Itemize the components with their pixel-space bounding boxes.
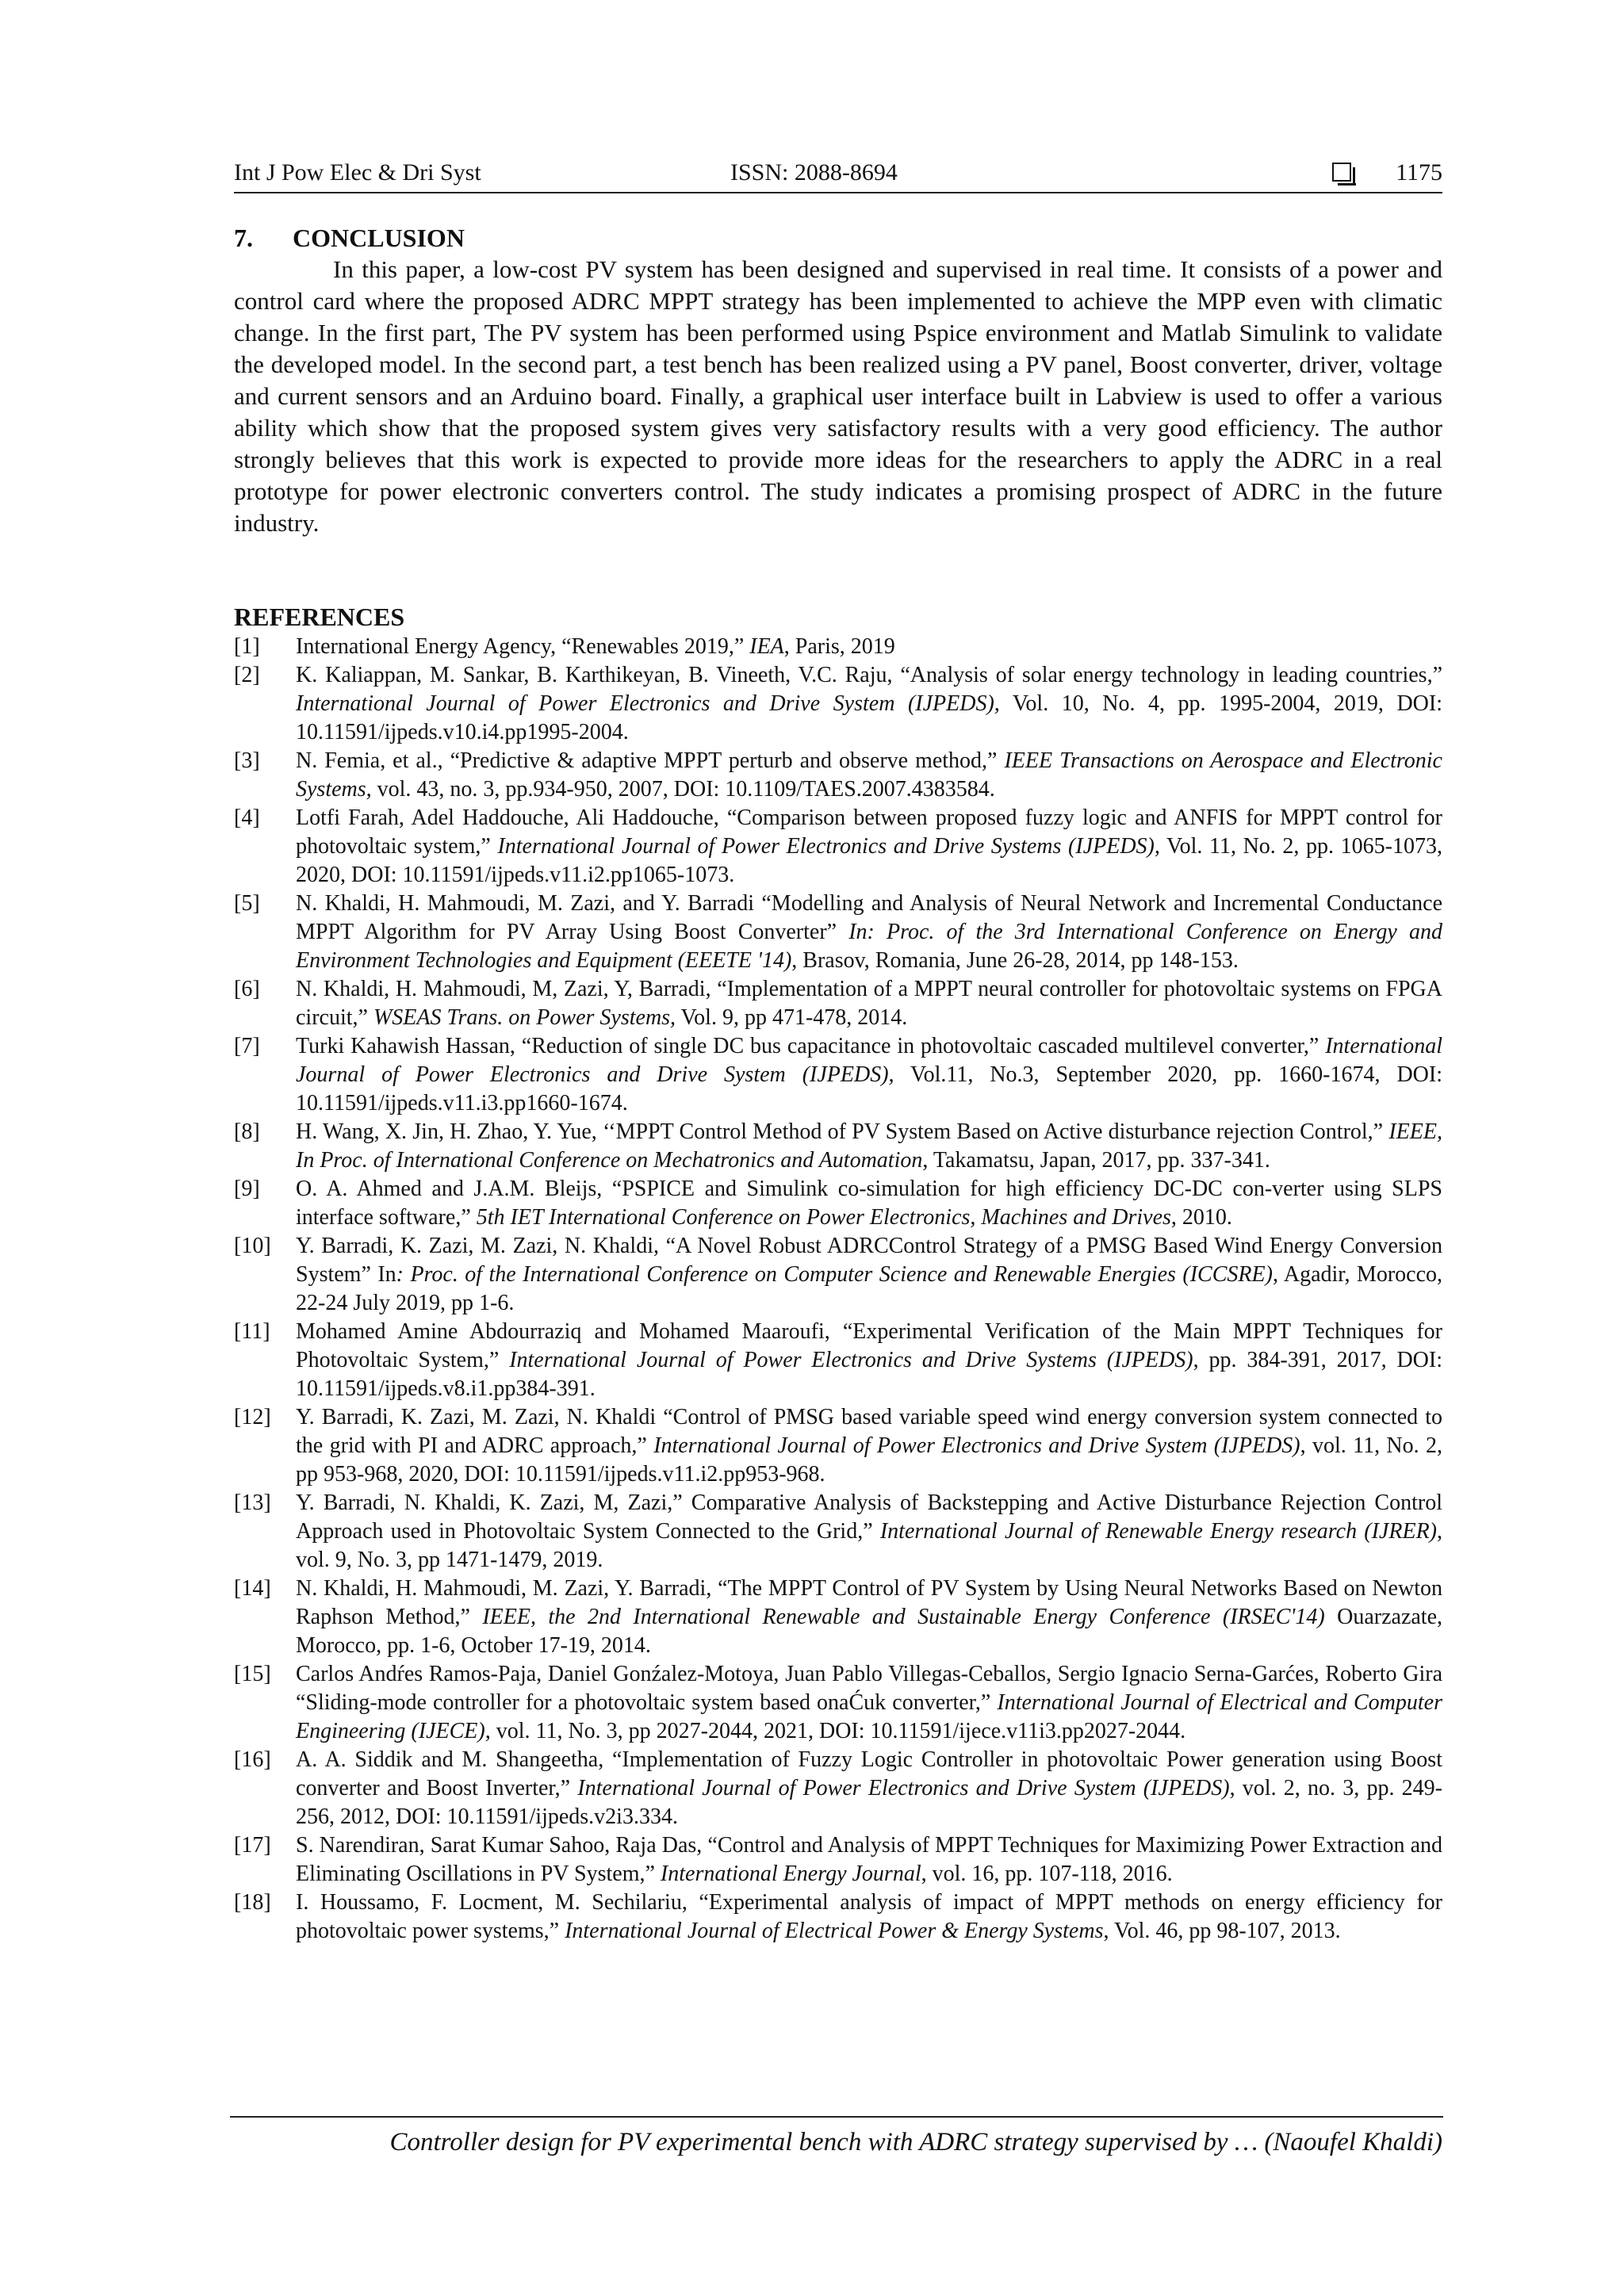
reference-text: Vol.11, No.3, September 2020, pp. 1660-1674, DOI: 10.11591/ijpeds.v11.i3.pp1660-1674.	[296, 1062, 1442, 1115]
reference-item	[234, 747, 1442, 804]
reference-text: Y. Barradi, K. Zazi, M. Zazi, N. Khaldi, “A Novel Robust ADRCControl Strategy of a PMSG Based Wind Energy Conversion System” In	[296, 1234, 1442, 1287]
reference-text: , Brasov, Romania, June 26-28, 2014, pp 148-153.	[791, 948, 1239, 973]
reference-text: O. A. Ahmed and J.A.M. Bleijs, “PSPICE and Simulink co-simulation for high efficiency DC-DC con-verter using SLPS interface software,”	[296, 1177, 1442, 1230]
reference-source: International Journal of Power Electronics and Drive System (IJPEDS)	[577, 1776, 1230, 1800]
reference-item	[234, 1403, 1442, 1489]
reference-text: , vol. 2, no. 3, pp. 249-256, 2012, DOI: 10.11591/ijpeds.v2i3.334.	[296, 1776, 1443, 1829]
issn-label: ISSN: 2088-8694	[730, 159, 898, 186]
reference-source: International Journal of Power Electronics and Drive System (IJPEDS),	[296, 1034, 1442, 1087]
reference-item	[234, 1032, 1442, 1118]
reference-text: Mohamed Amine Abdourraziq and Mohamed Maaroufi, “Experimental Verification of the Main MPPT Techniques for Photovoltaic System,”	[296, 1319, 1442, 1372]
reference-source: International Energy Journal	[660, 1862, 921, 1886]
reference-source: International Journal of Electrical and Computer Engineering (IJECE),	[296, 1690, 1442, 1743]
conclusion-section	[234, 222, 1442, 539]
reference-number: [18]	[234, 1890, 271, 1915]
reference-number: [4]	[234, 806, 260, 830]
reference-item	[234, 661, 1442, 747]
reference-item	[234, 1831, 1442, 1888]
reference-text: , 2010.	[1170, 1205, 1232, 1230]
reference-item	[234, 975, 1442, 1032]
conclusion-heading	[234, 222, 1442, 254]
reference-text: K. Kaliappan, M. Sankar, B. Karthikeyan, B. Vineeth, V.C. Raju, “Analysis of solar energy technology in leading countries,”	[296, 663, 1442, 687]
reference-source: International Journal of Power Electronics and Drive System (IJPEDS)	[653, 1433, 1300, 1458]
reference-source: IEEE Transactions on Aerospace and Electronic Systems,	[296, 748, 1442, 802]
reference-source: International Journal of Power Electronics and Drive Systems (IJPEDS),	[497, 834, 1160, 859]
reference-number: [1]	[234, 634, 260, 659]
reference-number: [11]	[234, 1319, 270, 1344]
page-number: 1175	[1396, 159, 1442, 186]
reference-number: [8]	[234, 1119, 260, 1144]
reference-source: WSEAS Trans. on Power Systems,	[373, 1005, 676, 1030]
reference-item	[234, 804, 1442, 890]
reference-item	[234, 890, 1442, 975]
reference-list	[234, 633, 1442, 1946]
reference-item	[234, 1575, 1442, 1660]
reference-number: [3]	[234, 748, 260, 773]
reference-number: [5]	[234, 891, 260, 916]
reference-item	[234, 1175, 1442, 1232]
references-heading: REFERENCES	[234, 603, 405, 631]
reference-item	[234, 1118, 1442, 1175]
reference-number: [17]	[234, 1833, 271, 1858]
reference-number: [16]	[234, 1747, 271, 1772]
reference-text: N. Khaldi, H. Mahmoudi, M, Zazi, Y, Barradi, “Implementation of a MPPT neural controller for photovoltaic systems on FPGA circuit,”	[296, 977, 1442, 1030]
section-title: CONCLUSION	[293, 224, 465, 252]
reference-source: IEEE, the 2nd International Renewable and Sustainable Energy Conference (IRSEC'14)	[482, 1605, 1325, 1629]
reference-text: , pp. 384-391, 2017, DOI: 10.11591/ijpeds.v8.i1.pp384-391.	[296, 1348, 1443, 1401]
reference-text: S. Narendiran, Sarat Kumar Sahoo, Raja Das, “Control and Analysis of MPPT Techniques for Maximizing Power Extraction and Eliminating Oscillations in PV System,”	[296, 1833, 1442, 1886]
reference-source: IEEE, In Proc. of International Conference on Mechatronics and Automation	[296, 1119, 1442, 1173]
reference-text: N. Femia, et al., “Predictive & adaptive MPPT perturb and observe method,”	[296, 748, 1005, 773]
reference-number: [15]	[234, 1662, 271, 1686]
reference-text: Carlos Andŕes Ramos-Paja, Daniel Gonźalez-Motoya, Juan Pablo Villegas-Ceballos, Sergio Ignacio Serna-Garćes, Roberto Gira “Sliding-mode controller for a photovoltaic system based onaĆuk converter,”	[296, 1662, 1442, 1715]
reference-number: [6]	[234, 977, 260, 1001]
reference-text: vol. 11, No. 3, pp 2027-2044, 2021, DOI: 10.11591/ijece.v11i3.pp2027-2044.	[490, 1719, 1186, 1743]
reference-text: , vol. 9, No. 3, pp 1471-1479, 2019.	[296, 1519, 1442, 1572]
reference-number: [10]	[234, 1234, 271, 1258]
reference-source: International Journal of Renewable Energy research (IJRER)	[879, 1519, 1437, 1544]
header-rule	[234, 192, 1442, 193]
reference-source: In: Proc. of the 3rd International Conference on Energy and Environment Technologies and Equipment (EEETE '14)	[296, 920, 1442, 973]
reference-number: [13]	[234, 1490, 271, 1515]
reference-number: [2]	[234, 663, 260, 687]
reference-text: Vol. 9, pp 471-478, 2014.	[676, 1005, 908, 1030]
reference-text: , Vol. 46, pp 98-107, 2013.	[1103, 1919, 1341, 1943]
reference-source: 5th IET International Conference on Power Electronics, Machines and Drives	[476, 1205, 1171, 1230]
reference-text: Vol. 10, No. 4, pp. 1995-2004, 2019, DOI: 10.11591/ijpeds.v10.i4.pp1995-2004.	[296, 691, 1442, 744]
references-section	[234, 601, 1442, 1946]
reference-number: [9]	[234, 1177, 260, 1201]
reference-item	[234, 633, 1442, 661]
reference-number: [7]	[234, 1034, 260, 1058]
reference-number: [12]	[234, 1405, 271, 1429]
reference-text: International Energy Agency, “Renewables 2019,”	[296, 634, 750, 659]
reference-text: , Takamatsu, Japan, 2017, pp. 337-341.	[922, 1148, 1270, 1173]
reference-text: , Paris, 2019	[783, 634, 895, 659]
page-header	[234, 153, 1442, 193]
reference-text: Y. Barradi, N. Khaldi, K. Zazi, M, Zazi,” Comparative Analysis of Backstepping and Active Disturbance Rejection Control Approach used in Photovoltaic System Connected to the Grid,”	[296, 1490, 1442, 1544]
reference-text: , vol. 11, No. 2, pp 953-968, 2020, DOI: 10.11591/ijpeds.v11.i2.pp953-968.	[296, 1433, 1443, 1487]
journal-name: Int J Pow Elec & Dri Syst	[234, 159, 481, 186]
page-footer: Controller design for PV experimental bench with ADRC strategy supervised by … (Naoufel Khaldi)	[389, 2128, 1442, 2156]
reference-text: Turki Kahawish Hassan, “Reduction of single DC bus capacitance in photovoltaic cascaded multilevel converter,”	[296, 1034, 1326, 1058]
reference-item	[234, 1232, 1442, 1318]
reference-item	[234, 1660, 1442, 1746]
reference-source: International Journal of Electrical Power & Energy Systems	[565, 1919, 1104, 1943]
reference-item	[234, 1318, 1442, 1403]
reference-item	[234, 1746, 1442, 1831]
reference-text: , vol. 16, pp. 107-118, 2016.	[921, 1862, 1173, 1886]
reference-text: Lotfi Farah, Adel Haddouche, Ali Haddouche, “Comparison between proposed fuzzy logic and ANFIS for MPPT control for photovoltaic system,”	[296, 806, 1442, 859]
reference-text: I. Houssamo, F. Locment, M. Sechilariu, “Experimental analysis of impact of MPPT methods on energy efficiency for photovoltaic power systems,”	[296, 1890, 1442, 1943]
section-number: 7.	[234, 224, 253, 252]
reference-text: N. Khaldi, H. Mahmoudi, M. Zazi, and Y. Barradi “Modelling and Analysis of Neural Network and Incremental Conductance MPPT Algorithm for PV Array Using Boost Converter”	[296, 891, 1442, 944]
reference-text: A. A. Siddik and M. Shangeetha, “Implementation of Fuzzy Logic Controller in photovoltaic Power generation using Boost converter and Boost Inverter,”	[296, 1747, 1442, 1800]
reference-item	[234, 1489, 1442, 1575]
reference-source: International Journal of Power Electronics and Drive Systems (IJPEDS)	[509, 1348, 1193, 1372]
reference-text: Ouarzazate, Morocco, pp. 1-6, October 17-19, 2014.	[296, 1605, 1443, 1658]
reference-source: : Proc. of the International Conference on Computer Science and Renewable Energies (ICCSRE)	[396, 1262, 1273, 1287]
reference-number: [14]	[234, 1576, 271, 1601]
reference-source: International Journal of Power Electronics and Drive System (IJPEDS),	[296, 691, 1000, 716]
reference-item	[234, 1888, 1442, 1946]
conclusion-paragraph: In this paper, a low-cost PV system has been designed and supervised in real time. It consists of a power and control card where the proposed ADRC MPPT strategy has been implemented to achieve the MPP even with climatic change. In the first part, The PV system has been performed using Pspice environment and Matlab Simulink to validate the developed model. In the second part, a test bench has been realized using a PV panel, Boost converter, driver, voltage and current sensors and an Arduino board. Finally, a graphical user interface built in Labview is used to offer a various ability which show that the proposed system gives very satisfactory results with a very good efficiency. The author strongly believes that this work is expected to provide more ideas for the researchers to apply the ADRC in a real prototype for power electronic converters control. The study indicates a promising prospect of ADRC in the future industry.	[234, 255, 1442, 537]
reference-source: IEA	[749, 634, 784, 659]
square-box-icon	[1332, 163, 1351, 182]
reference-text: N. Khaldi, H. Mahmoudi, M. Zazi, Y. Barradi, “The MPPT Control of PV System by Using Neural Networks Based on Newton Raphson Method,”	[296, 1576, 1442, 1629]
reference-text: vol. 43, no. 3, pp.934-950, 2007, DOI: 10.1109/TAES.2007.4383584.	[371, 777, 995, 802]
footer-rule	[230, 2116, 1443, 2118]
reference-text: H. Wang, X. Jin, H. Zhao, Y. Yue, ‘‘MPPT Control Method of PV System Based on Active disturbance rejection Control,”	[296, 1119, 1389, 1144]
reference-text: Vol. 11, No. 2, pp. 1065-1073, 2020, DOI: 10.11591/ijpeds.v11.i2.pp1065-1073.	[296, 834, 1442, 887]
reference-text: Y. Barradi, K. Zazi, M. Zazi, N. Khaldi “Control of PMSG based variable speed wind energy conversion system connected to the grid with PI and ADRC approach,”	[296, 1405, 1442, 1458]
reference-text: , Agadir, Morocco, 22-24 July 2019, pp 1-6.	[296, 1262, 1443, 1315]
